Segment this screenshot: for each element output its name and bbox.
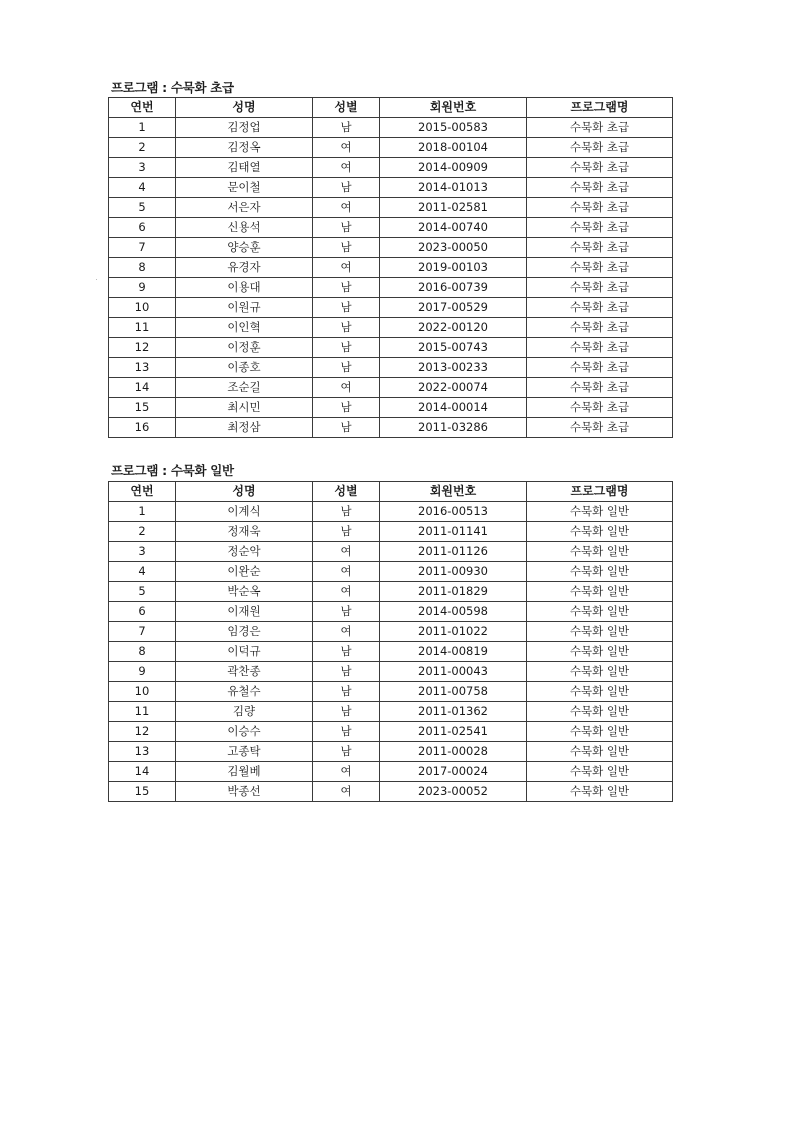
cell-seq: 11: [109, 318, 176, 338]
cell-member-id: 2014-00014: [380, 398, 527, 418]
cell-name: 이승수: [176, 722, 313, 742]
cell-program: 수묵화 일반: [527, 522, 673, 542]
cell-seq: 5: [109, 198, 176, 218]
cell-seq: 4: [109, 178, 176, 198]
cell-program: 수묵화 초급: [527, 158, 673, 178]
cell-seq: 15: [109, 782, 176, 802]
cell-gender: 남: [313, 178, 380, 198]
cell-gender: 남: [313, 118, 380, 138]
cell-gender: 남: [313, 602, 380, 622]
cell-program: 수묵화 초급: [527, 358, 673, 378]
cell-name: 이용대: [176, 278, 313, 298]
cell-member-id: 2011-00758: [380, 682, 527, 702]
cell-gender: 남: [313, 218, 380, 238]
table-row: [109, 502, 673, 522]
cell-seq: 11: [109, 702, 176, 722]
cell-name: 고종탁: [176, 742, 313, 762]
cell-name: 이재원: [176, 602, 313, 622]
table-row: [109, 582, 673, 602]
cell-gender: 여: [313, 158, 380, 178]
cell-seq: 3: [109, 158, 176, 178]
table-row: [109, 418, 673, 438]
table-row: [109, 358, 673, 378]
cell-seq: 13: [109, 742, 176, 762]
cell-name: 김월베: [176, 762, 313, 782]
cell-name: 이종호: [176, 358, 313, 378]
cell-gender: 남: [313, 278, 380, 298]
cell-program: 수묵화 일반: [527, 642, 673, 662]
cell-name: 양승훈: [176, 238, 313, 258]
cell-gender: 여: [313, 782, 380, 802]
table-body-beginner: [109, 118, 673, 438]
table-row: [109, 158, 673, 178]
cell-name: 김정업: [176, 118, 313, 138]
cell-program: 수묵화 초급: [527, 398, 673, 418]
table-row: [109, 118, 673, 138]
cell-gender: 여: [313, 198, 380, 218]
cell-seq: 13: [109, 358, 176, 378]
table-body-general: [109, 502, 673, 802]
cell-program: 수묵화 초급: [527, 198, 673, 218]
cell-seq: 10: [109, 682, 176, 702]
cell-program: 수묵화 초급: [527, 258, 673, 278]
cell-member-id: 2016-00513: [380, 502, 527, 522]
cell-program: 수묵화 일반: [527, 562, 673, 582]
cell-name: 정순악: [176, 542, 313, 562]
cell-program: 수묵화 일반: [527, 742, 673, 762]
table-row: [109, 622, 673, 642]
cell-member-id: 2011-03286: [380, 418, 527, 438]
cell-member-id: 2023-00052: [380, 782, 527, 802]
cell-gender: 여: [313, 762, 380, 782]
cell-program: 수묵화 초급: [527, 378, 673, 398]
header-member-id: 회원번호: [380, 98, 527, 118]
cell-name: 이원규: [176, 298, 313, 318]
cell-gender: 남: [313, 502, 380, 522]
cell-program: 수묵화 일반: [527, 502, 673, 522]
cell-program: 수묵화 일반: [527, 702, 673, 722]
cell-member-id: 2011-00043: [380, 662, 527, 682]
cell-name: 이완순: [176, 562, 313, 582]
cell-name: 서은자: [176, 198, 313, 218]
table-row: [109, 742, 673, 762]
cell-program: 수묵화 초급: [527, 118, 673, 138]
cell-seq: 8: [109, 258, 176, 278]
table-row: [109, 522, 673, 542]
cell-member-id: 2014-01013: [380, 178, 527, 198]
cell-name: 박순옥: [176, 582, 313, 602]
cell-name: 곽찬종: [176, 662, 313, 682]
table-header-row: [109, 482, 673, 502]
cell-gender: 여: [313, 562, 380, 582]
table-row: [109, 138, 673, 158]
cell-member-id: 2011-00028: [380, 742, 527, 762]
header-program: 프로그램명: [527, 98, 673, 118]
cell-gender: 남: [313, 682, 380, 702]
cell-gender: 남: [313, 318, 380, 338]
cell-member-id: 2011-01362: [380, 702, 527, 722]
table-row: [109, 238, 673, 258]
cell-program: 수묵화 일반: [527, 582, 673, 602]
cell-seq: 7: [109, 238, 176, 258]
table-row: [109, 318, 673, 338]
cell-program: 수묵화 일반: [527, 722, 673, 742]
cell-member-id: 2015-00743: [380, 338, 527, 358]
table-header-row: [109, 98, 673, 118]
cell-name: 이인혁: [176, 318, 313, 338]
header-program: 프로그램명: [527, 482, 673, 502]
cell-program: 수묵화 일반: [527, 542, 673, 562]
cell-program: 수묵화 초급: [527, 278, 673, 298]
section-title-beginner: 프로그램 : 수묵화 초급: [111, 80, 234, 95]
cell-member-id: 2011-01829: [380, 582, 527, 602]
cell-gender: 여: [313, 542, 380, 562]
cell-program: 수묵화 일반: [527, 762, 673, 782]
cell-program: 수묵화 초급: [527, 298, 673, 318]
cell-seq: 4: [109, 562, 176, 582]
cell-gender: 여: [313, 138, 380, 158]
cell-member-id: 2011-02541: [380, 722, 527, 742]
cell-name: 조순길: [176, 378, 313, 398]
cell-program: 수묵화 초급: [527, 318, 673, 338]
cell-seq: 2: [109, 522, 176, 542]
table-row: [109, 562, 673, 582]
cell-member-id: 2011-01022: [380, 622, 527, 642]
cell-name: 임경은: [176, 622, 313, 642]
cell-gender: 남: [313, 642, 380, 662]
cell-seq: 16: [109, 418, 176, 438]
cell-member-id: 2018-00104: [380, 138, 527, 158]
cell-gender: 남: [313, 742, 380, 762]
cell-member-id: 2013-00233: [380, 358, 527, 378]
cell-gender: 남: [313, 722, 380, 742]
table-row: [109, 762, 673, 782]
cell-seq: 12: [109, 722, 176, 742]
cell-name: 최시민: [176, 398, 313, 418]
cell-seq: 9: [109, 662, 176, 682]
cell-name: 김정옥: [176, 138, 313, 158]
table-row: [109, 542, 673, 562]
roster-table-general: [108, 481, 673, 802]
cell-member-id: 2019-00103: [380, 258, 527, 278]
cell-member-id: 2014-00598: [380, 602, 527, 622]
cell-program: 수묵화 초급: [527, 338, 673, 358]
cell-seq: 14: [109, 762, 176, 782]
cell-program: 수묵화 일반: [527, 622, 673, 642]
cell-name: 신용석: [176, 218, 313, 238]
header-seq: 연번: [109, 98, 176, 118]
cell-member-id: 2014-00819: [380, 642, 527, 662]
table-row: [109, 602, 673, 622]
cell-name: 김태열: [176, 158, 313, 178]
table-row: [109, 398, 673, 418]
table-row: [109, 642, 673, 662]
cell-program: 수묵화 일반: [527, 662, 673, 682]
roster-table-beginner: [108, 97, 673, 438]
table-row: [109, 338, 673, 358]
cell-seq: 2: [109, 138, 176, 158]
cell-gender: 여: [313, 378, 380, 398]
cell-name: 유경자: [176, 258, 313, 278]
cell-seq: 9: [109, 278, 176, 298]
cell-program: 수묵화 초급: [527, 138, 673, 158]
cell-seq: 3: [109, 542, 176, 562]
cell-seq: 1: [109, 502, 176, 522]
cell-gender: 남: [313, 418, 380, 438]
cell-gender: 남: [313, 398, 380, 418]
cell-seq: 12: [109, 338, 176, 358]
cell-seq: 7: [109, 622, 176, 642]
cell-seq: 14: [109, 378, 176, 398]
cell-program: 수묵화 초급: [527, 418, 673, 438]
cell-gender: 여: [313, 258, 380, 278]
cell-seq: 10: [109, 298, 176, 318]
cell-member-id: 2014-00909: [380, 158, 527, 178]
cell-gender: 남: [313, 298, 380, 318]
scan-speck: [96, 279, 97, 280]
cell-program: 수묵화 일반: [527, 782, 673, 802]
header-seq: 연번: [109, 482, 176, 502]
header-gender: 성별: [313, 482, 380, 502]
cell-seq: 8: [109, 642, 176, 662]
cell-member-id: 2011-00930: [380, 562, 527, 582]
cell-gender: 남: [313, 702, 380, 722]
cell-member-id: 2011-02581: [380, 198, 527, 218]
cell-program: 수묵화 초급: [527, 178, 673, 198]
header-member-id: 회원번호: [380, 482, 527, 502]
cell-gender: 남: [313, 522, 380, 542]
table-row: [109, 662, 673, 682]
cell-member-id: 2016-00739: [380, 278, 527, 298]
table-row: [109, 722, 673, 742]
cell-gender: 남: [313, 358, 380, 378]
cell-program: 수묵화 일반: [527, 602, 673, 622]
section-title-general: 프로그램 : 수묵화 일반: [111, 463, 234, 478]
cell-member-id: 2014-00740: [380, 218, 527, 238]
cell-gender: 남: [313, 238, 380, 258]
cell-program: 수묵화 초급: [527, 218, 673, 238]
table-row: [109, 258, 673, 278]
cell-member-id: 2023-00050: [380, 238, 527, 258]
cell-member-id: 2011-01126: [380, 542, 527, 562]
cell-name: 최정삼: [176, 418, 313, 438]
cell-name: 박종선: [176, 782, 313, 802]
cell-program: 수묵화 초급: [527, 238, 673, 258]
cell-name: 유철수: [176, 682, 313, 702]
cell-seq: 15: [109, 398, 176, 418]
table-row: [109, 198, 673, 218]
table-row: [109, 378, 673, 398]
cell-gender: 남: [313, 338, 380, 358]
cell-member-id: 2015-00583: [380, 118, 527, 138]
cell-member-id: 2017-00024: [380, 762, 527, 782]
cell-seq: 5: [109, 582, 176, 602]
cell-seq: 6: [109, 218, 176, 238]
table-row: [109, 782, 673, 802]
cell-gender: 여: [313, 582, 380, 602]
cell-name: 정재욱: [176, 522, 313, 542]
table-row: [109, 178, 673, 198]
cell-gender: 여: [313, 622, 380, 642]
table-row: [109, 278, 673, 298]
cell-name: 문이철: [176, 178, 313, 198]
cell-member-id: 2011-01141: [380, 522, 527, 542]
cell-seq: 1: [109, 118, 176, 138]
cell-gender: 남: [313, 662, 380, 682]
table-row: [109, 702, 673, 722]
cell-name: 이정훈: [176, 338, 313, 358]
cell-member-id: 2017-00529: [380, 298, 527, 318]
header-name: 성명: [176, 98, 313, 118]
table-row: [109, 298, 673, 318]
header-gender: 성별: [313, 98, 380, 118]
cell-seq: 6: [109, 602, 176, 622]
cell-member-id: 2022-00074: [380, 378, 527, 398]
table-row: [109, 682, 673, 702]
cell-member-id: 2022-00120: [380, 318, 527, 338]
cell-name: 이덕규: [176, 642, 313, 662]
cell-name: 이계식: [176, 502, 313, 522]
cell-name: 김량: [176, 702, 313, 722]
cell-program: 수묵화 일반: [527, 682, 673, 702]
table-row: [109, 218, 673, 238]
header-name: 성명: [176, 482, 313, 502]
